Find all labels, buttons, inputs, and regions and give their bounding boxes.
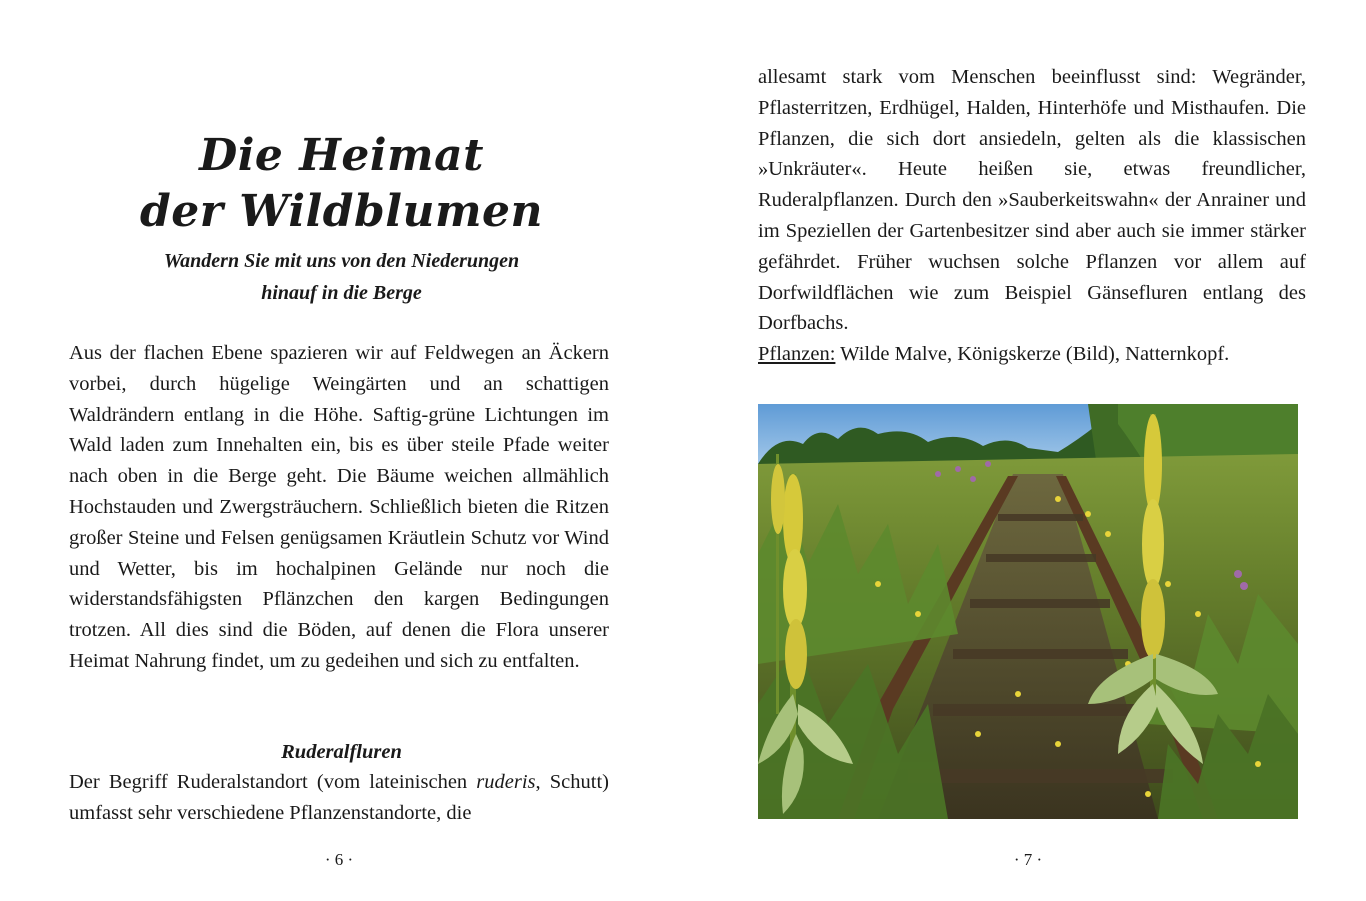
ruderal-paragraph xyxy=(69,767,609,829)
plants-label: Pflanzen: xyxy=(758,343,836,366)
page-number-left: · 6 · xyxy=(324,850,354,869)
intro-text: Aus der flachen Ebene spazieren wir auf Feldwegen an Äckern vorbei, durch hügelige Weingärten und an schattigen Waldrändern entlang in die Höhe. Saftig-grüne Lichtungen im Wald laden zum Innehalten ein, bis es über steile Pfade weiter nach oben in die Berge geht. Die Bäume weichen allmählich Hochstauden und Zwergsträuchern. Schließlich bieten die Ritzen großer Steine und Felsen genügsamen Kräutlein Schutz vor Wind und Wetter, bis im hochalpinen Gelände nur noch die widerstandsfähigsten Pflänzchen den kargen Bedingungen trotzen. All dies sind die Böden, auf denen die Flora unserer Heimat Nahrung findet, um zu gedeihen und sich zu entfalten. xyxy=(69,342,609,672)
title-line-1: Die Heimat xyxy=(199,130,484,181)
subtitle-line-1: Wandern Sie mit uns von den Niederungen xyxy=(163,250,520,272)
mullein-railway-photo xyxy=(758,404,1298,819)
title-line-2: der Wildblumen xyxy=(139,186,544,237)
page-number-right: · 7 · xyxy=(1013,850,1043,869)
right-page xyxy=(683,0,1366,901)
page-title xyxy=(0,128,683,240)
continued-paragraph xyxy=(758,62,1306,370)
ruderal-latin-term: ruderis xyxy=(476,771,536,793)
section-heading: Ruderalfluren xyxy=(281,741,402,763)
continued-text: allesamt stark vom Menschen beeinflusst sind: Wegränder, Pflasterritzen, Erdhügel, Halden, Hinterhöfe und Misthaufen. Die Pflanzen, die sich dort ansiedeln, gelten als die klassischen »Unkräuter«. Heute heißen sie, etwas freundlicher, Ruderalpflanzen. Durch den »Sauberkeitswahn« der Anrainer und im Speziellen der Gartenbesitzer sind aber auch sie immer stärker gefährdet. Früher wuchsen solche Pflanzen vor allem auf Dorfwildflächen wie zum Beispiel Gänsefluren entlang des Dorfbachs. xyxy=(758,66,1306,335)
subtitle xyxy=(0,245,683,309)
intro-paragraph xyxy=(69,338,609,677)
plants-list: Wilde Malve, Königskerze (Bild), Natternkopf. xyxy=(835,343,1230,366)
subtitle-line-2: hinauf in die Berge xyxy=(261,282,422,304)
ruderal-text-start: Der Begriff Ruderalstandort (vom lateinischen xyxy=(69,771,477,793)
plants-line xyxy=(758,339,1306,370)
ruderal-text-end: , Schutt) umfasst sehr verschiedene Pflanzenstandorte, die xyxy=(69,771,609,824)
